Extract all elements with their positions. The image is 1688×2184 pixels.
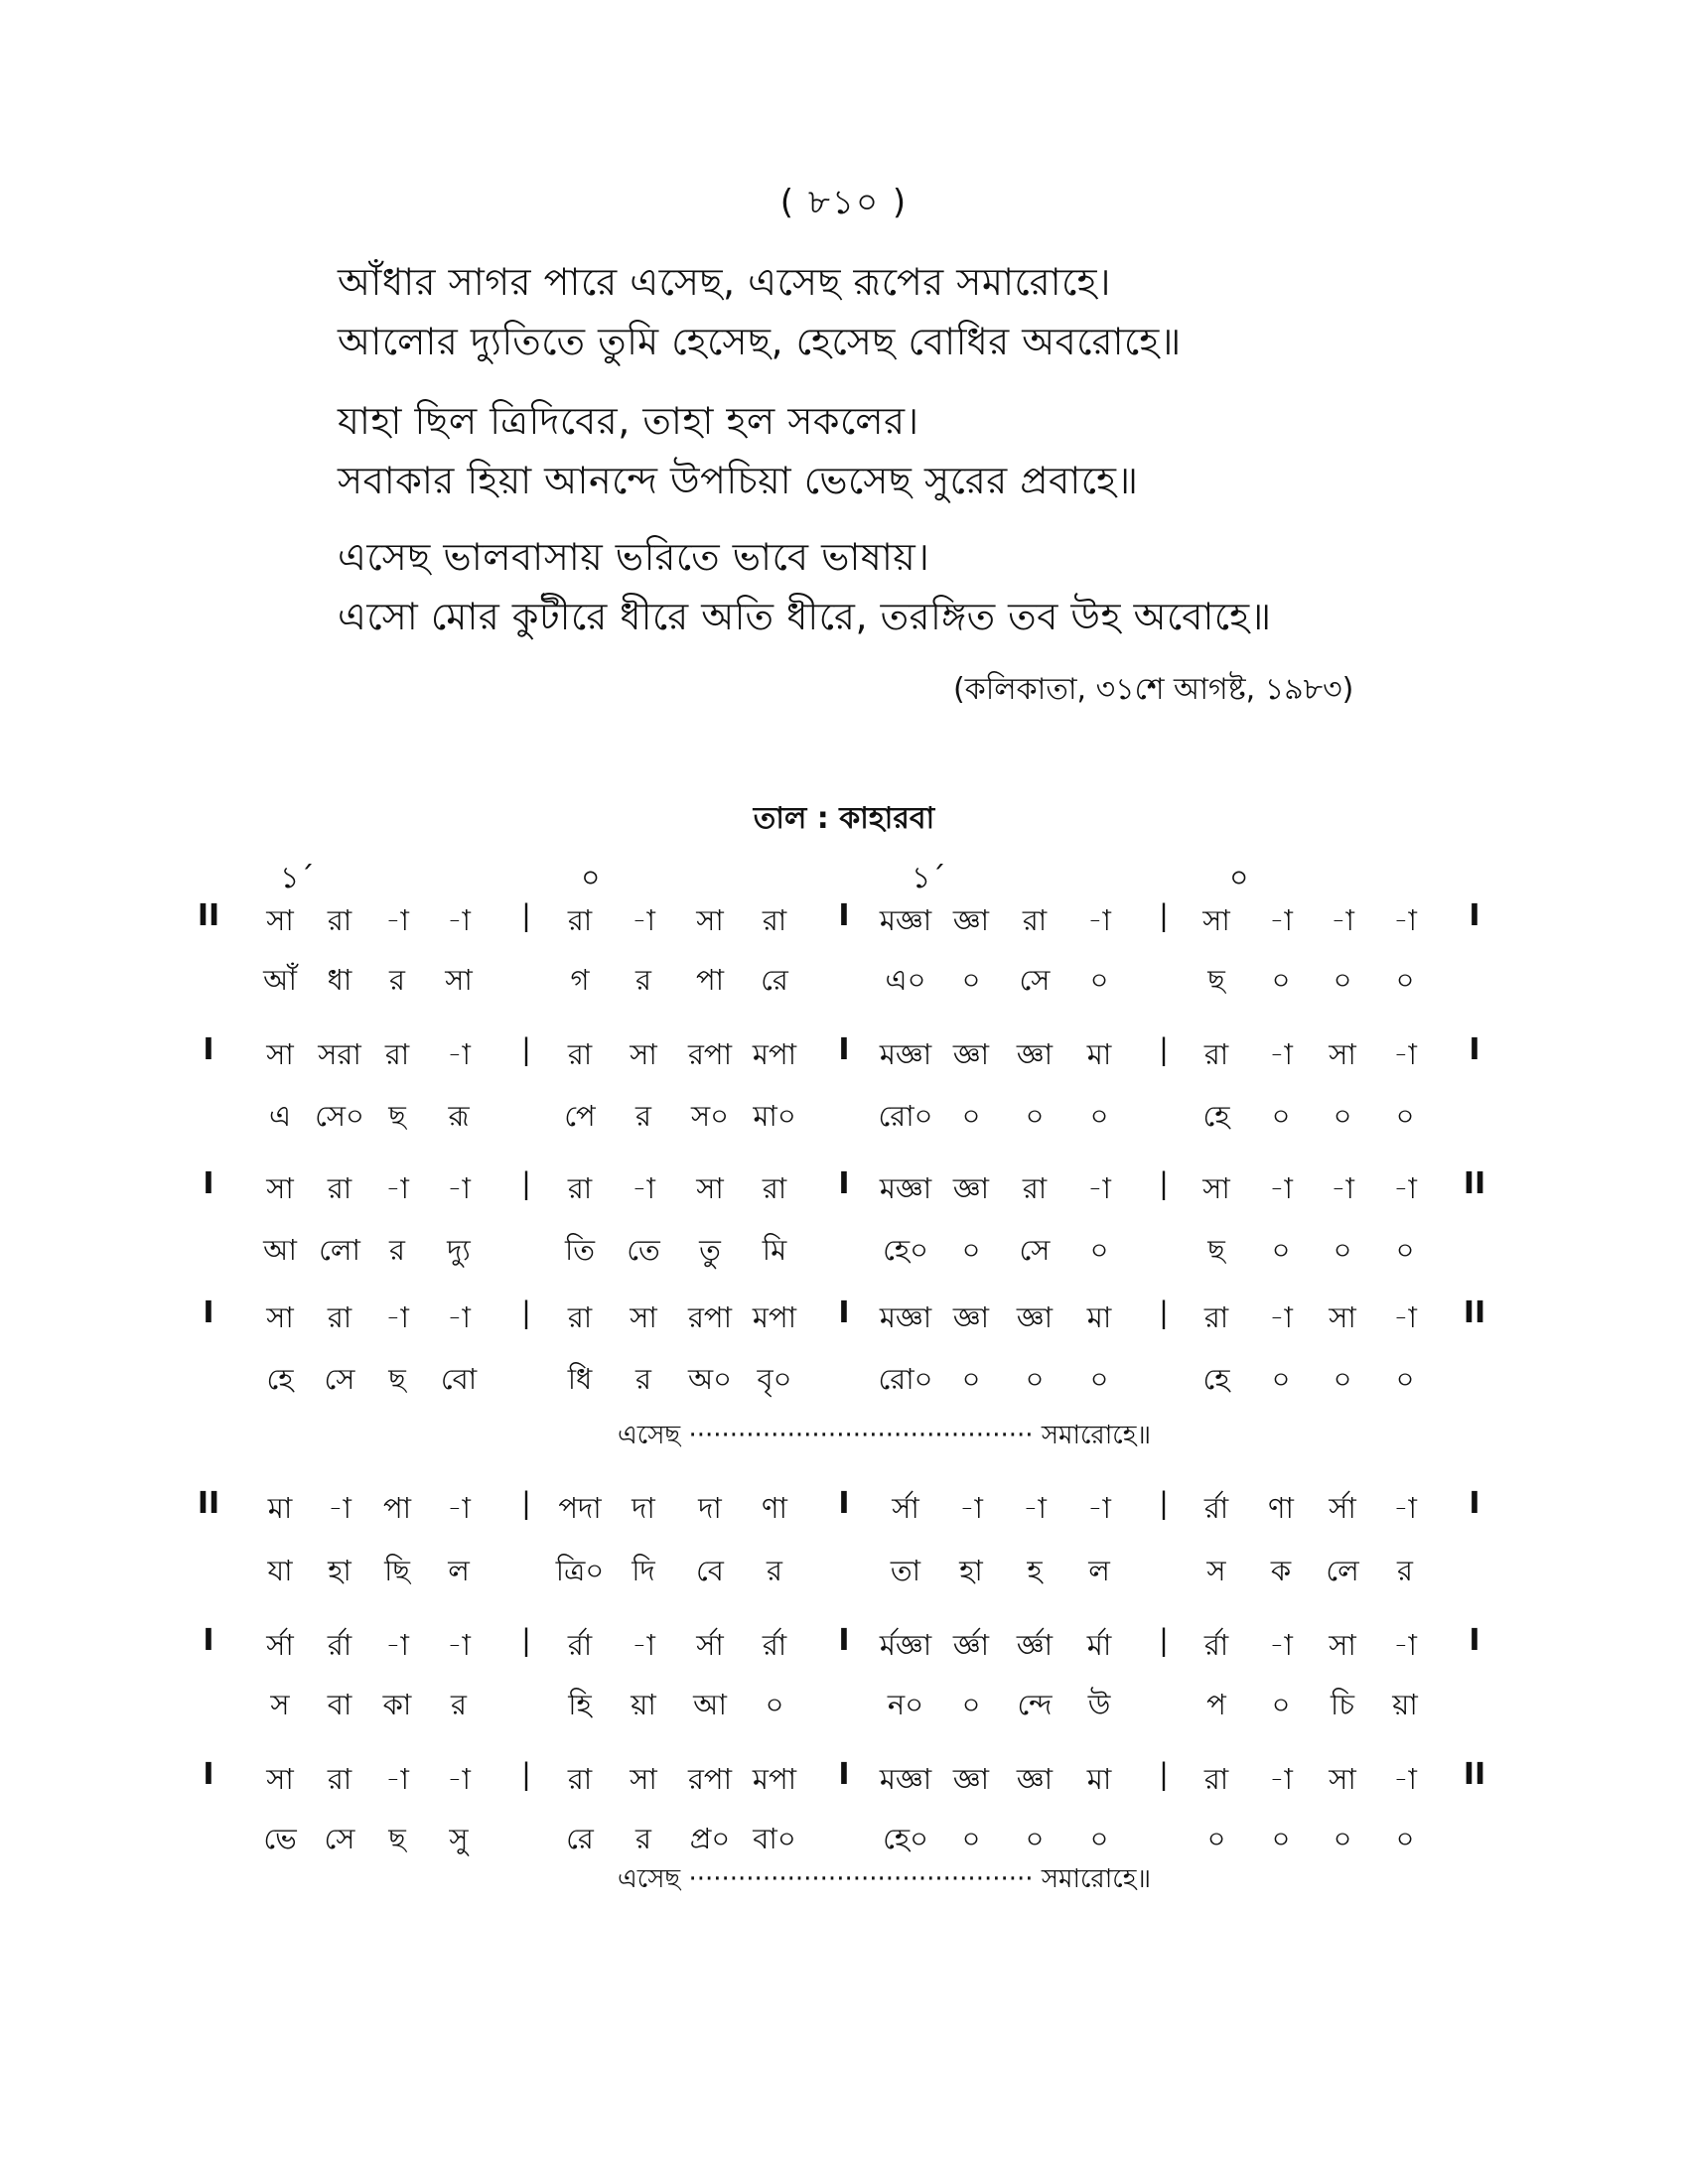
beat-divider: | <box>521 1486 531 1520</box>
swara-note: জ্ঞা <box>1016 1300 1054 1334</box>
swara-note: রা <box>327 1171 352 1205</box>
lyric-syllable: ভে <box>263 1822 297 1855</box>
barline-mid: I <box>838 1623 850 1658</box>
beat-mark: ০ <box>581 861 601 895</box>
barline-open: I <box>203 1166 214 1201</box>
swara-note: দা <box>632 1491 655 1525</box>
lyric-syllable: ০ <box>1333 1822 1352 1855</box>
lyric-syllable: ন০ <box>887 1688 924 1721</box>
swara-note: মজ্ঞা <box>879 1037 932 1071</box>
swara-note: -া <box>385 1762 409 1796</box>
swara-note: সা <box>1329 1300 1356 1334</box>
swara-note: -া <box>1269 1762 1293 1796</box>
lyric-syllable: তে <box>627 1233 660 1267</box>
swara-note: রা <box>762 1171 787 1205</box>
swara-note: রা <box>1022 1171 1048 1205</box>
beat-divider: | <box>1159 898 1169 932</box>
lyric-syllable: ০ <box>1333 1099 1352 1133</box>
swara-note: -া <box>328 1491 352 1525</box>
lyric-syllable: ছি <box>384 1554 410 1587</box>
barline-close: II <box>1463 1296 1486 1330</box>
swara-note: সা <box>266 1037 294 1071</box>
swara-note: সা <box>1329 1037 1356 1071</box>
swara-note: সা <box>630 1300 657 1334</box>
lyric-syllable: তু <box>699 1233 721 1267</box>
lyric-syllable: লো <box>319 1233 360 1267</box>
swara-note: -া <box>447 903 471 937</box>
lyric-syllable: র <box>389 1233 405 1267</box>
barline-open: I <box>203 1757 214 1792</box>
refrain-note <box>618 1858 1151 1902</box>
beat-mark: ১´ <box>280 861 315 895</box>
swara-note: -া <box>1087 903 1111 937</box>
swara-note: -া <box>385 903 409 937</box>
swara-note: -া <box>1393 1171 1417 1205</box>
beat-divider: | <box>521 1296 531 1329</box>
beat-mark: ০ <box>1229 861 1249 895</box>
barline-mid: I <box>838 1486 850 1521</box>
lyric-syllable: চি <box>1331 1688 1354 1721</box>
beat-divider: | <box>1159 1296 1169 1329</box>
swara-note: র্জ্ঞা <box>1016 1628 1054 1662</box>
lyric-syllable: তা <box>890 1554 921 1587</box>
refrain-start: এসেছ <box>618 1421 681 1450</box>
lyric-syllable: ০ <box>961 1822 981 1855</box>
lyric-line: যাহা ছিল ত্রিদিবের, তাহা হল সকলের। <box>338 399 919 443</box>
swara-note: রপা <box>687 1037 733 1071</box>
swara-note: -া <box>447 1762 471 1796</box>
lyric-syllable: ছ <box>388 1362 406 1396</box>
swara-note: মা <box>1086 1762 1112 1796</box>
beat-divider: | <box>521 898 531 932</box>
lyric-syllable: র <box>635 1362 651 1396</box>
barline-mid: I <box>838 1166 850 1201</box>
swara-note: রপা <box>687 1762 733 1796</box>
swara-note: -া <box>1087 1491 1111 1525</box>
beat-divider: | <box>1159 1486 1169 1520</box>
lyric-syllable: পা <box>695 963 725 997</box>
lyric-syllable: ক <box>1270 1554 1292 1587</box>
swara-note: -া <box>1269 1037 1293 1071</box>
lyric-syllable: স <box>270 1688 290 1721</box>
lyric-syllable: ০ <box>1333 963 1352 997</box>
barline-close: II <box>1463 1166 1486 1201</box>
swara-note: -া <box>447 1171 471 1205</box>
refrain-dots: ·········································· <box>688 1864 1034 1894</box>
swara-note: ণা <box>1268 1491 1294 1525</box>
barline-close: I <box>1469 898 1480 933</box>
swara-note: জ্ঞা <box>1016 1762 1054 1796</box>
beat-divider: | <box>521 1757 531 1791</box>
lyric-syllable: য়া <box>1392 1688 1418 1721</box>
lyric-syllable: ০ <box>765 1688 784 1721</box>
swara-note: র্রা <box>567 1628 593 1662</box>
lyric-syllable: আঁ <box>263 963 297 997</box>
swara-note: পা <box>382 1491 412 1525</box>
swara-note: সা <box>630 1762 657 1796</box>
tala-heading: তাল : কাহারবা <box>753 801 935 836</box>
swara-note: মপা <box>752 1037 797 1071</box>
swara-note: রা <box>567 1037 593 1071</box>
lyric-syllable: র <box>1397 1554 1413 1587</box>
lyric-syllable: ০ <box>1089 1233 1109 1267</box>
lyric-line: এসো মোর কুটীরে ধীরে অতি ধীরে, তরঙ্গিত তব উহ অবোহে॥ <box>338 595 1272 638</box>
swara-note: জ্ঞা <box>1016 1037 1054 1071</box>
swara-note: -া <box>1269 1300 1293 1334</box>
lyric-syllable: র <box>767 1554 782 1587</box>
lyric-syllable: এ <box>268 1099 292 1133</box>
swara-note: সা <box>696 1171 724 1205</box>
lyric-syllable: সে <box>324 1362 355 1396</box>
barline-open: II <box>197 898 220 933</box>
lyric-syllable: গ <box>570 963 590 997</box>
lyric-syllable: বা <box>327 1688 352 1721</box>
refrain-end: সমারোহে॥ <box>1041 1864 1152 1894</box>
lyric-syllable: ০ <box>1333 1233 1352 1267</box>
swara-note: -া <box>447 1491 471 1525</box>
lyric-syllable: বো <box>440 1362 478 1396</box>
barline-mid: I <box>838 1296 850 1330</box>
lyric-syllable: র <box>635 1822 651 1855</box>
lyric-syllable: বৃ০ <box>757 1362 792 1396</box>
beat-divider: | <box>521 1032 531 1066</box>
swara-note: রা <box>567 903 593 937</box>
swara-note: -া <box>1331 903 1354 937</box>
lyric-syllable: ০ <box>1271 1233 1291 1267</box>
swara-note: রা <box>384 1037 410 1071</box>
lyric-syllable: ধা <box>327 963 352 997</box>
swara-note: জ্ঞা <box>952 1171 990 1205</box>
swara-note: মা <box>1086 1037 1112 1071</box>
lyric-syllable: ০ <box>1089 1099 1109 1133</box>
swara-note: রা <box>327 903 352 937</box>
page-number: ( ৮১০ ) <box>779 183 909 222</box>
lyric-syllable: এ০ <box>885 963 926 997</box>
lyric-syllable: বা০ <box>753 1822 796 1855</box>
barline-open: II <box>197 1486 220 1521</box>
lyric-syllable: ল <box>448 1554 470 1587</box>
swara-note: -া <box>1023 1491 1047 1525</box>
swara-note: মজ্ঞা <box>879 1762 932 1796</box>
swara-note: মা <box>1086 1300 1112 1334</box>
swara-note: -া <box>1269 903 1293 937</box>
lyric-syllable: প্র০ <box>689 1822 731 1855</box>
lyric-syllable: হে <box>266 1362 294 1396</box>
swara-note: র্সা <box>266 1628 294 1662</box>
swara-note: সা <box>266 903 294 937</box>
lyric-syllable: ছ <box>388 1822 406 1855</box>
lyric-syllable: ০ <box>961 963 981 997</box>
lyric-syllable: ০ <box>1271 963 1291 997</box>
lyric-syllable: ০ <box>1025 1099 1045 1133</box>
swara-note: র্রা <box>327 1628 352 1662</box>
lyric-syllable: ০ <box>1271 1099 1291 1133</box>
swara-note: জ্ঞা <box>952 903 990 937</box>
swara-note: সা <box>696 903 724 937</box>
lyric-syllable: সু <box>449 1822 469 1855</box>
barline-close: I <box>1469 1623 1480 1658</box>
swara-note: সা <box>1329 1762 1356 1796</box>
swara-note: -া <box>1393 1037 1417 1071</box>
swara-note: জ্ঞা <box>952 1037 990 1071</box>
swara-note: র্মজ্ঞা <box>879 1628 932 1662</box>
lyric-syllable: ত্রি০ <box>555 1554 605 1587</box>
swara-note: -া <box>1269 1628 1293 1662</box>
lyric-syllable: সে <box>1019 1233 1051 1267</box>
swara-note: র্জ্ঞা <box>952 1628 990 1662</box>
lyric-syllable: ছ <box>1207 1233 1225 1267</box>
swara-note: রা <box>762 903 787 937</box>
refrain-start: এসেছ <box>618 1864 681 1894</box>
lyric-syllable: র <box>635 1099 651 1133</box>
swara-note: -া <box>447 1628 471 1662</box>
lyric-syllable: হি <box>568 1688 592 1721</box>
swara-note: সা <box>1329 1628 1356 1662</box>
swara-note: সা <box>266 1300 294 1334</box>
lyric-syllable: হা <box>328 1554 352 1587</box>
lyric-syllable: র <box>451 1688 467 1721</box>
lyric-syllable: তি <box>564 1233 596 1267</box>
swara-note: সরা <box>318 1037 361 1071</box>
lyric-syllable: দ্যু <box>447 1233 471 1267</box>
swara-note: র্সা <box>892 1491 919 1525</box>
swara-note: র্রা <box>1203 1491 1229 1525</box>
swara-note: মজ্ঞা <box>879 1171 932 1205</box>
swara-note: রা <box>1022 903 1048 937</box>
swara-note: সা <box>266 1171 294 1205</box>
swara-note: -া <box>447 1037 471 1071</box>
lyric-line: এসেছ ভালবাসায় ভরিতে ভাবে ভাষায়। <box>338 535 930 579</box>
lyric-syllable: আ <box>693 1688 727 1721</box>
barline-close: I <box>1469 1032 1480 1067</box>
barline-open: I <box>203 1296 214 1330</box>
swara-note: রা <box>567 1171 593 1205</box>
lyric-syllable: ০ <box>1206 1822 1226 1855</box>
swara-note: রা <box>1203 1762 1229 1796</box>
lyric-syllable: হা <box>959 1554 983 1587</box>
swara-note: রা <box>1203 1037 1229 1071</box>
swara-note: সা <box>1202 903 1230 937</box>
swara-note: সা <box>1202 1171 1230 1205</box>
swara-note: মা <box>267 1491 293 1525</box>
swara-note: ণা <box>762 1491 787 1525</box>
lyric-syllable: ০ <box>961 1099 981 1133</box>
swara-note: -া <box>1393 903 1417 937</box>
lyric-line: আলোর দ্যুতিতে তুমি হেসেছ, হেসেছ বোধির অবরোহে॥ <box>338 320 1182 363</box>
lyric-syllable: র <box>389 963 405 997</box>
swara-note: -া <box>385 1300 409 1334</box>
lyric-syllable: ০ <box>1333 1362 1352 1396</box>
lyric-syllable: স০ <box>690 1099 730 1133</box>
swara-note: র্রা <box>762 1628 787 1662</box>
lyric-syllable: মি <box>762 1233 787 1267</box>
swara-note: রা <box>327 1762 352 1796</box>
swara-note: -া <box>385 1171 409 1205</box>
lyric-syllable: ০ <box>1271 1362 1291 1396</box>
lyric-syllable: রূ <box>448 1099 470 1133</box>
lyric-syllable: যা <box>267 1554 293 1587</box>
swara-note: -া <box>632 1171 655 1205</box>
lyric-syllable: ০ <box>1089 1362 1109 1396</box>
lyric-syllable: ০ <box>1025 1362 1045 1396</box>
lyric-syllable: ০ <box>1089 963 1109 997</box>
beat-mark: ১´ <box>912 861 946 895</box>
lyric-syllable: হ <box>1027 1554 1043 1587</box>
lyric-syllable: ০ <box>1395 1822 1415 1855</box>
lyric-syllable: উ <box>1087 1688 1111 1721</box>
refrain-end: সমারোহে॥ <box>1041 1421 1152 1450</box>
lyric-syllable: ছ <box>388 1099 406 1133</box>
lyric-syllable: র <box>635 963 651 997</box>
swara-note: জ্ঞা <box>952 1762 990 1796</box>
lyric-line: সবাকার হিয়া আনন্দে উপচিয়া ভেসেছ সুরের প্রবাহে॥ <box>338 459 1139 502</box>
lyric-syllable: ০ <box>1395 1233 1415 1267</box>
swara-note: মপা <box>752 1300 797 1334</box>
lyric-syllable: হে <box>1202 1099 1230 1133</box>
swara-note: -া <box>1393 1762 1417 1796</box>
swara-note: -া <box>1087 1171 1111 1205</box>
lyric-syllable: ০ <box>961 1233 981 1267</box>
barline-close: I <box>1469 1486 1480 1521</box>
lyric-syllable: দি <box>632 1554 655 1587</box>
lyric-syllable: হে০ <box>883 1822 928 1855</box>
lyric-syllable: পে <box>564 1099 596 1133</box>
swara-note: -া <box>447 1300 471 1334</box>
lyric-syllable: সা <box>445 963 473 997</box>
lyric-syllable: আ <box>263 1233 297 1267</box>
swara-note: -া <box>632 1628 655 1662</box>
barline-open: I <box>203 1032 214 1067</box>
swara-note: দা <box>698 1491 722 1525</box>
lyric-syllable: সে <box>324 1822 355 1855</box>
swara-note: রপা <box>687 1300 733 1334</box>
swara-note: র্মা <box>1086 1628 1112 1662</box>
refrain-dots: ·········································· <box>688 1421 1034 1450</box>
lyric-syllable: ০ <box>1395 1099 1415 1133</box>
lyric-syllable: প <box>1206 1688 1226 1721</box>
beat-divider: | <box>1159 1032 1169 1066</box>
swara-note: -া <box>959 1491 983 1525</box>
swara-note: -া <box>1393 1628 1417 1662</box>
barline-mid: I <box>838 1757 850 1792</box>
lyric-syllable: ০ <box>1271 1688 1291 1721</box>
lyric-syllable: মা০ <box>753 1099 796 1133</box>
lyric-syllable: কা <box>382 1688 412 1721</box>
lyric-syllable: লে <box>1326 1554 1359 1587</box>
lyric-syllable: রো০ <box>878 1362 933 1396</box>
lyric-syllable: ০ <box>961 1362 981 1396</box>
lyric-syllable: ল <box>1088 1554 1110 1587</box>
swara-note: পদা <box>558 1491 602 1525</box>
beat-divider: | <box>1159 1757 1169 1791</box>
lyric-syllable: ০ <box>1271 1822 1291 1855</box>
lyric-syllable: ০ <box>1089 1822 1109 1855</box>
lyric-syllable: রে <box>761 963 788 997</box>
barline-mid: I <box>838 1032 850 1067</box>
lyric-line: আঁধার সাগর পারে এসেছ, এসেছ রূপের সমারোহে। <box>338 260 1112 304</box>
composition-credit: (কলিকাতা, ৩১শে আগষ্ট, ১৯৮৩) <box>953 672 1354 707</box>
lyric-syllable: রে <box>566 1822 594 1855</box>
swara-note: -া <box>1269 1171 1293 1205</box>
barline-close: II <box>1463 1757 1486 1792</box>
lyric-syllable: য়া <box>631 1688 656 1721</box>
beat-divider: | <box>521 1166 531 1200</box>
lyric-syllable: ০ <box>961 1688 981 1721</box>
beat-divider: | <box>521 1623 531 1657</box>
swara-note: র্সা <box>1329 1491 1356 1525</box>
swara-note: র্রা <box>1203 1628 1229 1662</box>
swara-note: রা <box>567 1762 593 1796</box>
lyric-syllable: ন্দে <box>1017 1688 1053 1721</box>
swara-note: -া <box>385 1628 409 1662</box>
lyric-syllable: ধি <box>567 1362 593 1396</box>
swara-note: -া <box>1393 1300 1417 1334</box>
refrain-note <box>618 1415 1151 1458</box>
beat-divider: | <box>1159 1166 1169 1200</box>
lyric-syllable: অ০ <box>688 1362 732 1396</box>
swara-note: রা <box>567 1300 593 1334</box>
lyric-syllable: ০ <box>1025 1822 1045 1855</box>
swara-note: -া <box>1393 1491 1417 1525</box>
swara-note: সা <box>630 1037 657 1071</box>
lyric-syllable: ছ <box>1207 963 1225 997</box>
lyric-syllable: হে০ <box>883 1233 928 1267</box>
lyric-syllable: বে <box>696 1554 724 1587</box>
lyric-syllable: হে <box>1202 1362 1230 1396</box>
swara-note: মপা <box>752 1762 797 1796</box>
swara-note: র্সা <box>696 1628 724 1662</box>
swara-note: -া <box>1331 1171 1354 1205</box>
barline-open: I <box>203 1623 214 1658</box>
swara-note: জ্ঞা <box>952 1300 990 1334</box>
lyric-syllable: সে <box>1019 963 1051 997</box>
swara-note: রা <box>1203 1300 1229 1334</box>
lyric-syllable: ০ <box>1395 1362 1415 1396</box>
swara-note: -া <box>632 903 655 937</box>
swara-note: সা <box>266 1762 294 1796</box>
lyric-syllable: ০ <box>1395 963 1415 997</box>
lyric-syllable: রো০ <box>878 1099 933 1133</box>
swara-note: মজ্ঞা <box>879 903 932 937</box>
barline-mid: I <box>838 898 850 933</box>
beat-divider: | <box>1159 1623 1169 1657</box>
lyric-syllable: সে০ <box>315 1099 364 1133</box>
swara-note: মজ্ঞা <box>879 1300 932 1334</box>
swara-note: রা <box>327 1300 352 1334</box>
lyric-syllable: স <box>1206 1554 1226 1587</box>
